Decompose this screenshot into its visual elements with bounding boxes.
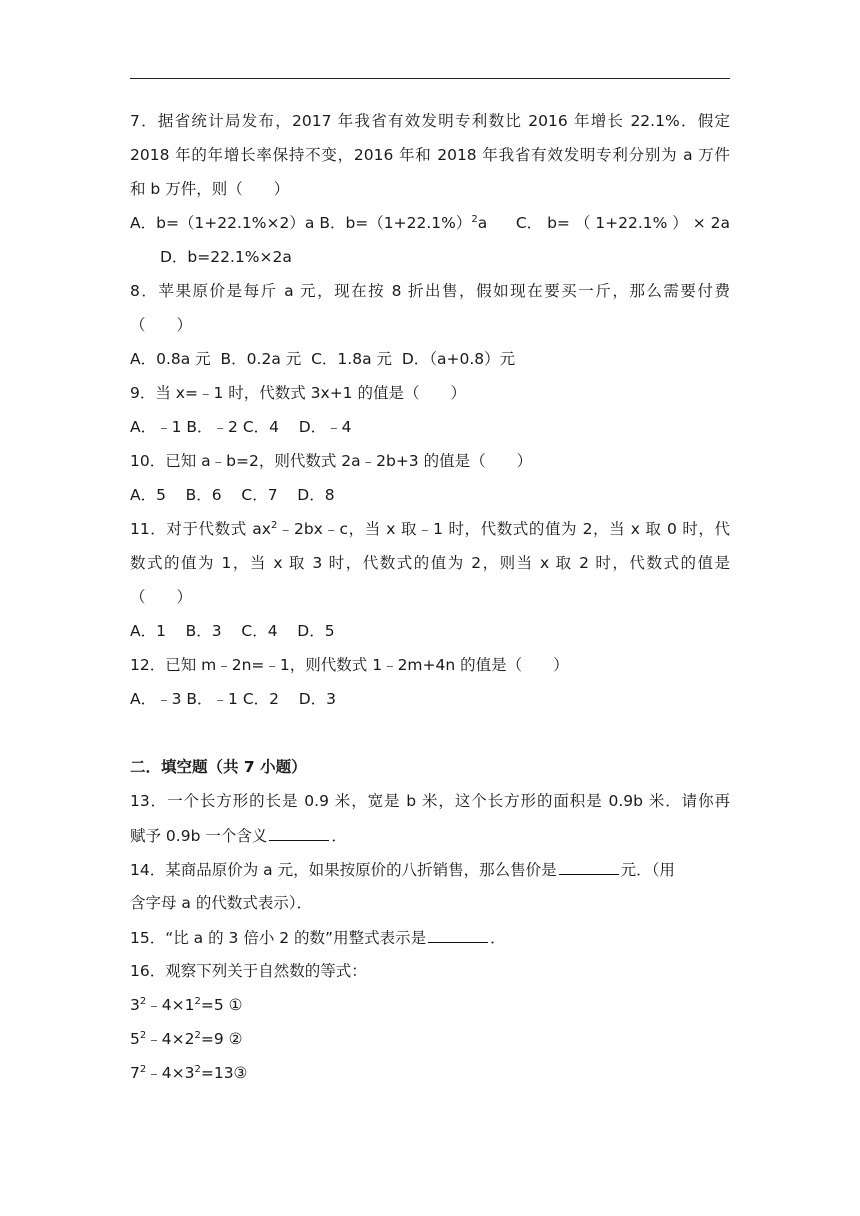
q12-stem: 12．已知 m﹣2n=﹣1，则代数式 1﹣2m+4n 的值是（ ） (130, 656, 569, 674)
q13-line2: 赋予 0.9b 一个含义 ． (130, 824, 730, 847)
q16-equation-3: $7^2﹣4\times 3^2=13③$ (130, 1064, 248, 1082)
q8-line2: （ ） (130, 316, 193, 334)
q9-options: A．﹣1 B．﹣2 C．4 D．﹣4 (130, 418, 352, 436)
q9-stem: 9．当 x=﹣1 时，代数式 3x+1 的值是（ ） (130, 384, 466, 402)
q7-line2: 2018 年的年增长率保持不变，2016 年和 2018 年我省有效发明专利分别为 a 万件 (130, 146, 730, 164)
q16-equation-1: $3^2﹣4\times 1^2=5$ ① (130, 996, 243, 1014)
q16-stem: 16．观察下列关于自然数的等式： (130, 962, 367, 980)
q11-line1: 11．对于代数式 $ax^2﹣2bx﹣c$，当 x 取﹣1 时，代数式的值为 2，当 x 取 0 时，代 (130, 520, 730, 538)
header-rule (130, 78, 730, 79)
q13-line1: 13．一个长方形的长是 0.9 米，宽是 b 米，这个长方形的面积是 0.9b 米．请你再 (130, 792, 730, 810)
q8-options: A．0.8a 元 B．0.2a 元 C．1.8a 元 D．（a+0.8）元 (130, 350, 516, 368)
q8-line1: 8．苹果原价是每斤 a 元，现在按 8 折出售，假如现在要买一斤，那么需要付费 (130, 282, 730, 300)
q14-line1: 14．某商品原价为 a 元，如果按原价的八折销售，那么售价是 元．（用 (130, 858, 730, 881)
q15-line: 15．“比 a 的 3 倍小 2 的数”用整式表示是 ． (130, 926, 730, 949)
q7-line3: 和 b 万件，则（ ） (130, 180, 290, 198)
q13-answer-blank (269, 824, 329, 841)
q14-answer-blank (559, 858, 619, 875)
q7-option-b: B．$b=(1+22.1\%)^2a$ (319, 214, 488, 232)
section-title: 二．填空题（共 7 小题） (130, 758, 307, 776)
q10-options: A．5 B．6 C．7 D．8 (130, 486, 335, 504)
q7-option-d: D．b=22.1%×2a (160, 248, 292, 266)
q7-line1: 7．据省统计局发布，2017 年我省有效发明专利数比 2016 年增长 22.1%．假定 (130, 112, 730, 130)
q7-options-row1 (130, 212, 730, 234)
q7-option-a: A．b=（1+22.1%×2）a (130, 214, 315, 232)
q14-line2: 含字母 a 的代数式表示）． (130, 894, 313, 912)
q12-options: A．﹣3 B．﹣1 C．2 D．3 (130, 690, 337, 708)
q11-line3: （ ） (130, 588, 193, 606)
q16-equation-2: $5^2﹣4\times 2^2=9$ ② (130, 1030, 243, 1048)
q11-options: A．1 B．3 C．4 D．5 (130, 622, 335, 640)
q15-answer-blank (428, 926, 488, 943)
q10-stem: 10．已知 a﹣b=2，则代数式 2a﹣2b+3 的值是（ ） (130, 452, 533, 470)
q7-option-c: C． b= （ 1+22.1% ） × 2a (515, 214, 730, 232)
q11-line2: 数式的值为 1，当 x 取 3 时，代数式的值为 2，则当 x 取 2 时，代数式的值是 (130, 554, 730, 572)
